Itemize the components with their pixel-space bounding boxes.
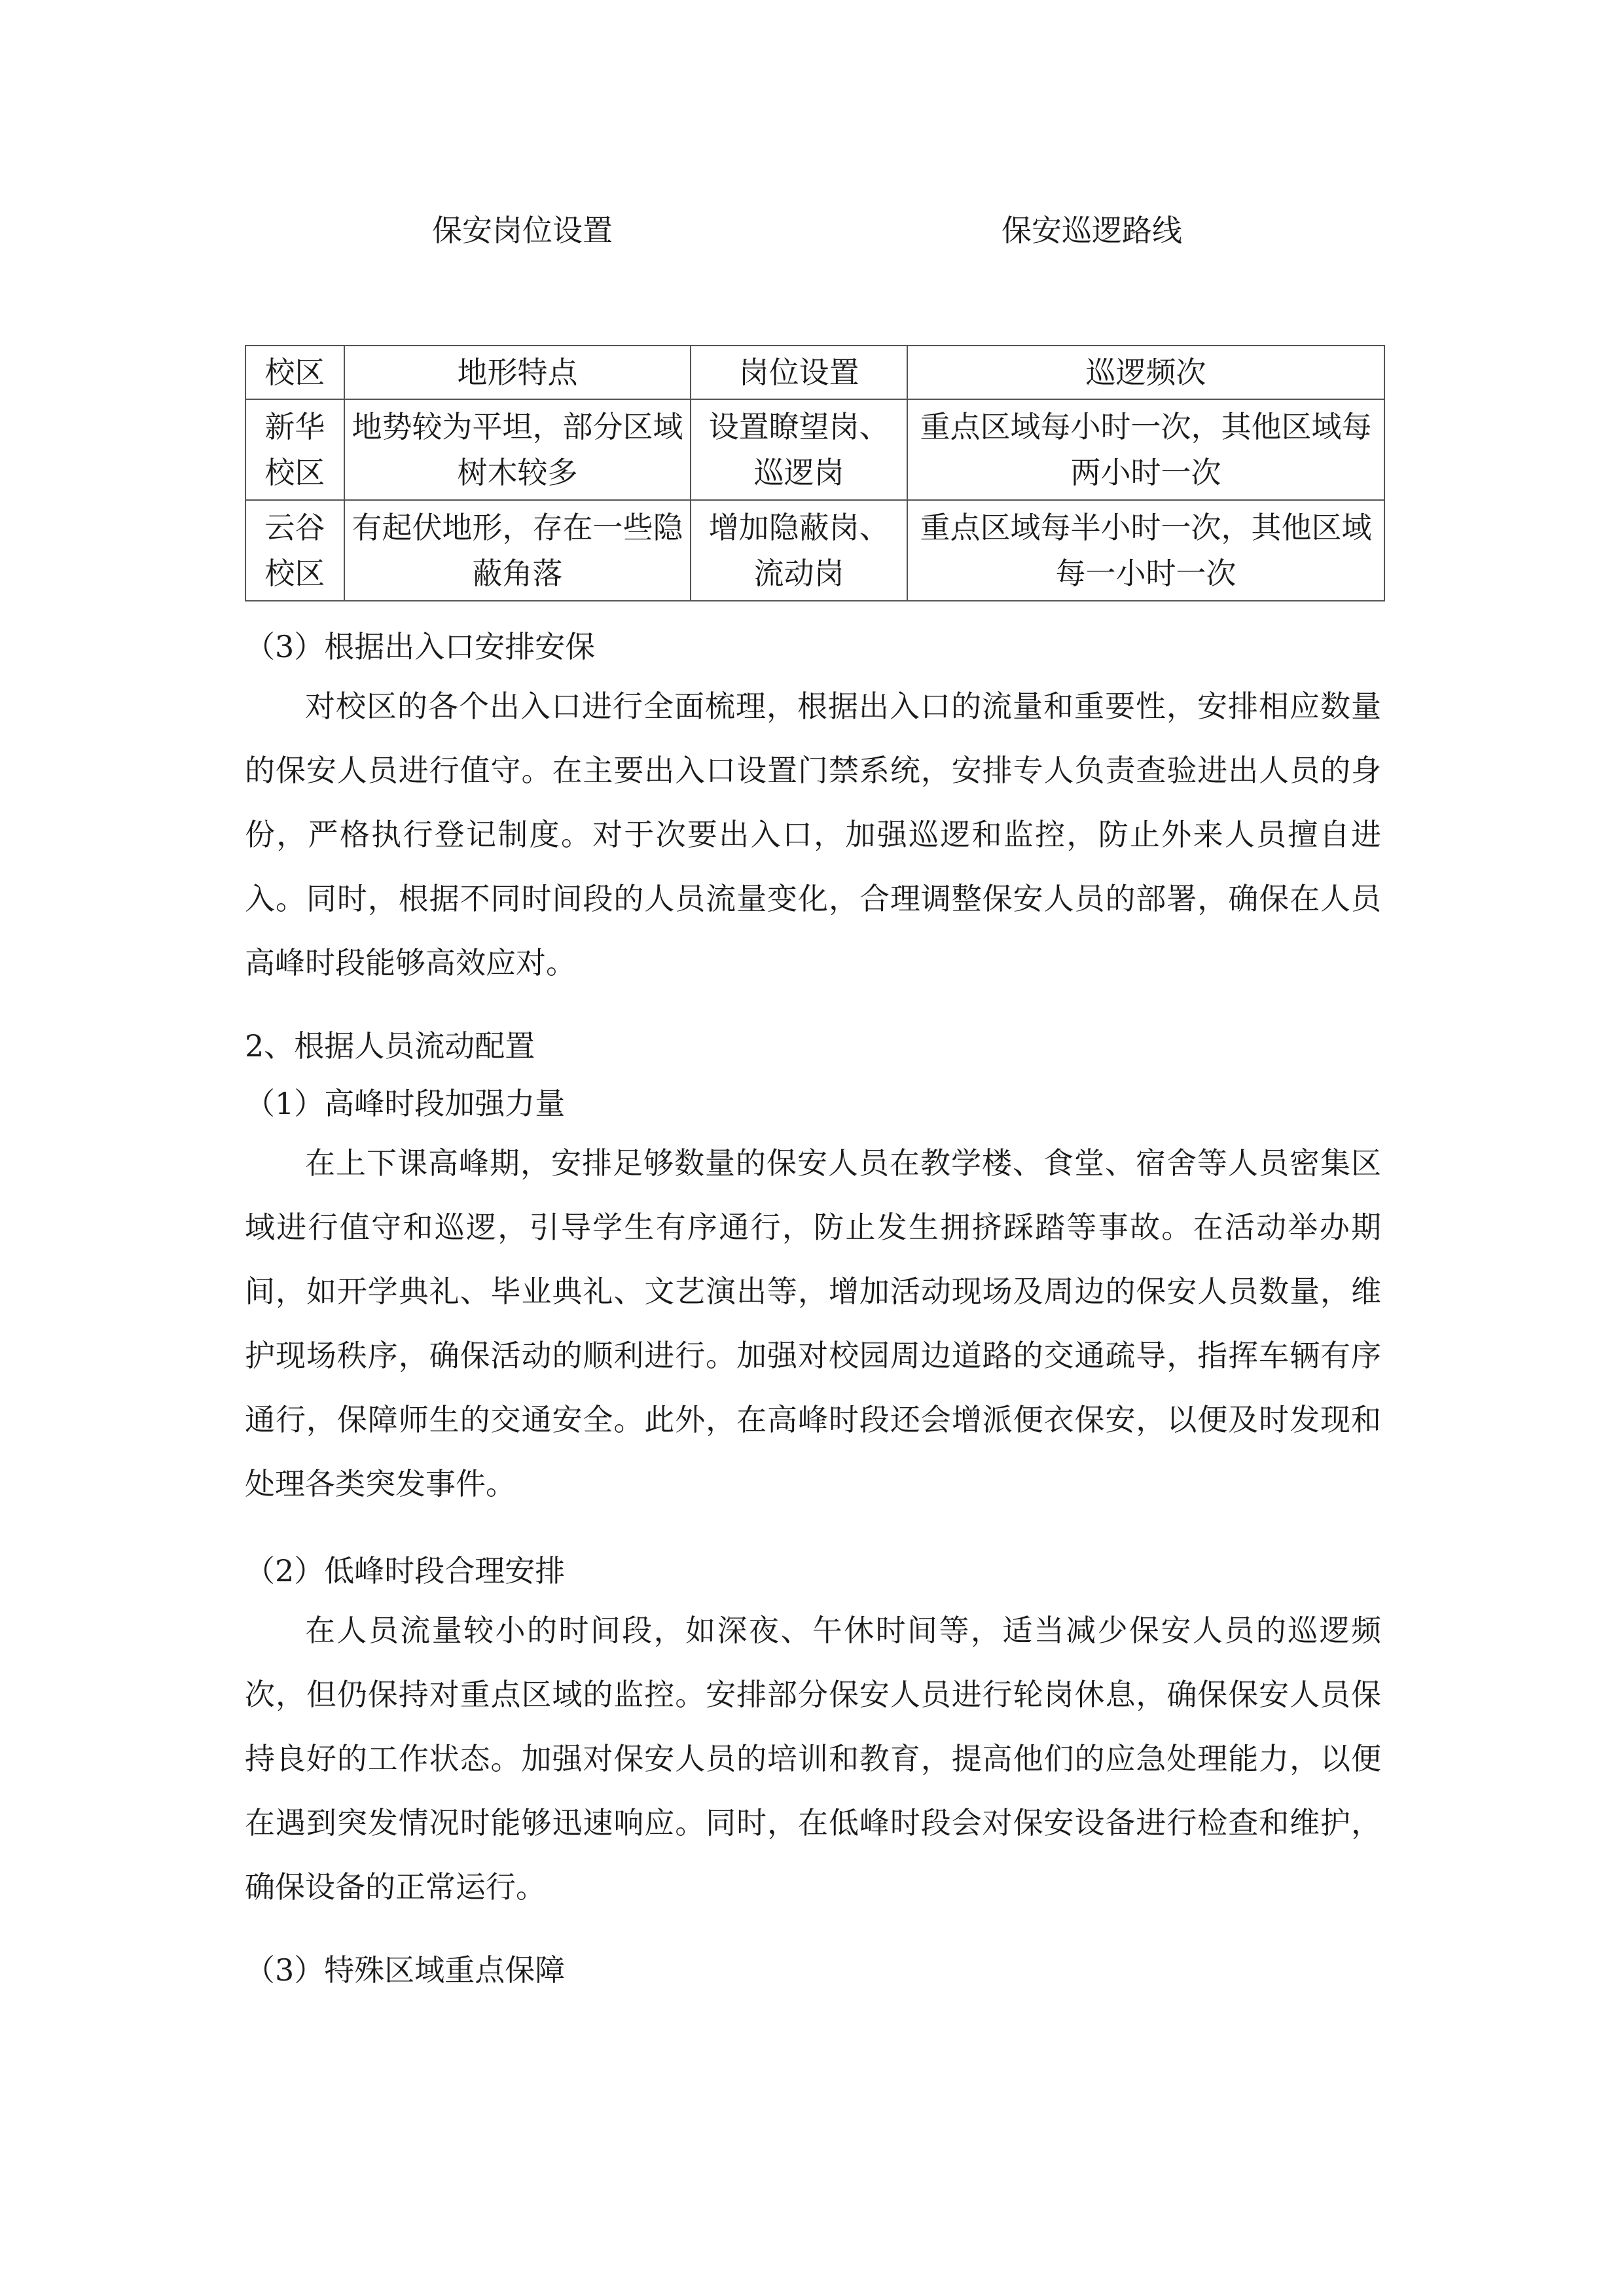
- table-row: [245, 399, 1384, 500]
- section-heading-special-areas: （3）特殊区域重点保障: [245, 1952, 566, 1988]
- cell-terrain: 有起伏地形，存在一些隐蔽角落: [344, 500, 691, 601]
- caption-patrol-route: 保安巡逻路线: [1001, 213, 1182, 248]
- cell-patrol-frequency: 重点区域每小时一次，其他区域每两小时一次: [907, 399, 1384, 500]
- section-heading-off-peak: （2）低峰时段合理安排: [245, 1553, 566, 1588]
- paragraph-off-peak: 在人员流量较小的时间段，如深夜、午休时间等，适当减少保安人员的巡逻频次，但仍保持对重点区域的监控。安排部分保安人员进行轮岗休息，确保保安人员保持良好的工作状态。加强对保安人员的培训和教育，提高他们的应急处理能力，以便在遇到突发情况时能够迅速响应。同时，在低峰时段会对保安设备进行检查和维护，确保设备的正常运行。: [245, 1613, 1381, 1905]
- caption-guard-post-setup: 保安岗位设置: [432, 213, 613, 248]
- section-heading-flow-config: 2、根据人员流动配置: [245, 1028, 535, 1064]
- campus-security-table: [245, 345, 1385, 601]
- paragraph-entrances: 对校区的各个出入口进行全面梳理，根据出入口的流量和重要性，安排相应数量的保安人员进行值守。在主要出入口设置门禁系统，安排专人负责查验进出人员的身份，严格执行登记制度。对于次要出入口，加强巡逻和监控，防止外来人员擅自进入。同时，根据不同时间段的人员流量变化，合理调整保安人员的部署，确保在人员高峰时段能够高效应对。: [245, 689, 1381, 980]
- table-header-row: [245, 346, 1384, 399]
- header-patrol-frequency: 巡逻频次: [907, 346, 1384, 399]
- cell-campus: 云谷校区: [245, 500, 344, 601]
- cell-terrain: 地势较为平坦，部分区域树木较多: [344, 399, 691, 500]
- header-terrain: 地形特点: [344, 346, 691, 399]
- cell-post-setup: 设置瞭望岗、巡逻岗: [691, 399, 907, 500]
- table-row: [245, 500, 1384, 601]
- header-post-setup: 岗位设置: [691, 346, 907, 399]
- cell-post-setup: 增加隐蔽岗、流动岗: [691, 500, 907, 601]
- section-heading-peak-hours: （1）高峰时段加强力量: [245, 1086, 566, 1121]
- section-heading-entrances: （3）根据出入口安排安保: [245, 629, 596, 664]
- header-campus: 校区: [245, 346, 344, 399]
- paragraph-peak-hours: 在上下课高峰期，安排足够数量的保安人员在教学楼、食堂、宿舍等人员密集区域进行值守和巡逻，引导学生有序通行，防止发生拥挤踩踏等事故。在活动举办期间，如开学典礼、毕业典礼、文艺演出等，增加活动现场及周边的保安人员数量，维护现场秩序，确保活动的顺利进行。加强对校园周边道路的交通疏导，指挥车辆有序通行，保障师生的交通安全。此外，在高峰时段还会增派便衣保安，以便及时发现和处理各类突发事件。: [245, 1145, 1381, 1501]
- cell-campus: 新华校区: [245, 399, 344, 500]
- cell-patrol-frequency: 重点区域每半小时一次，其他区域每一小时一次: [907, 500, 1384, 601]
